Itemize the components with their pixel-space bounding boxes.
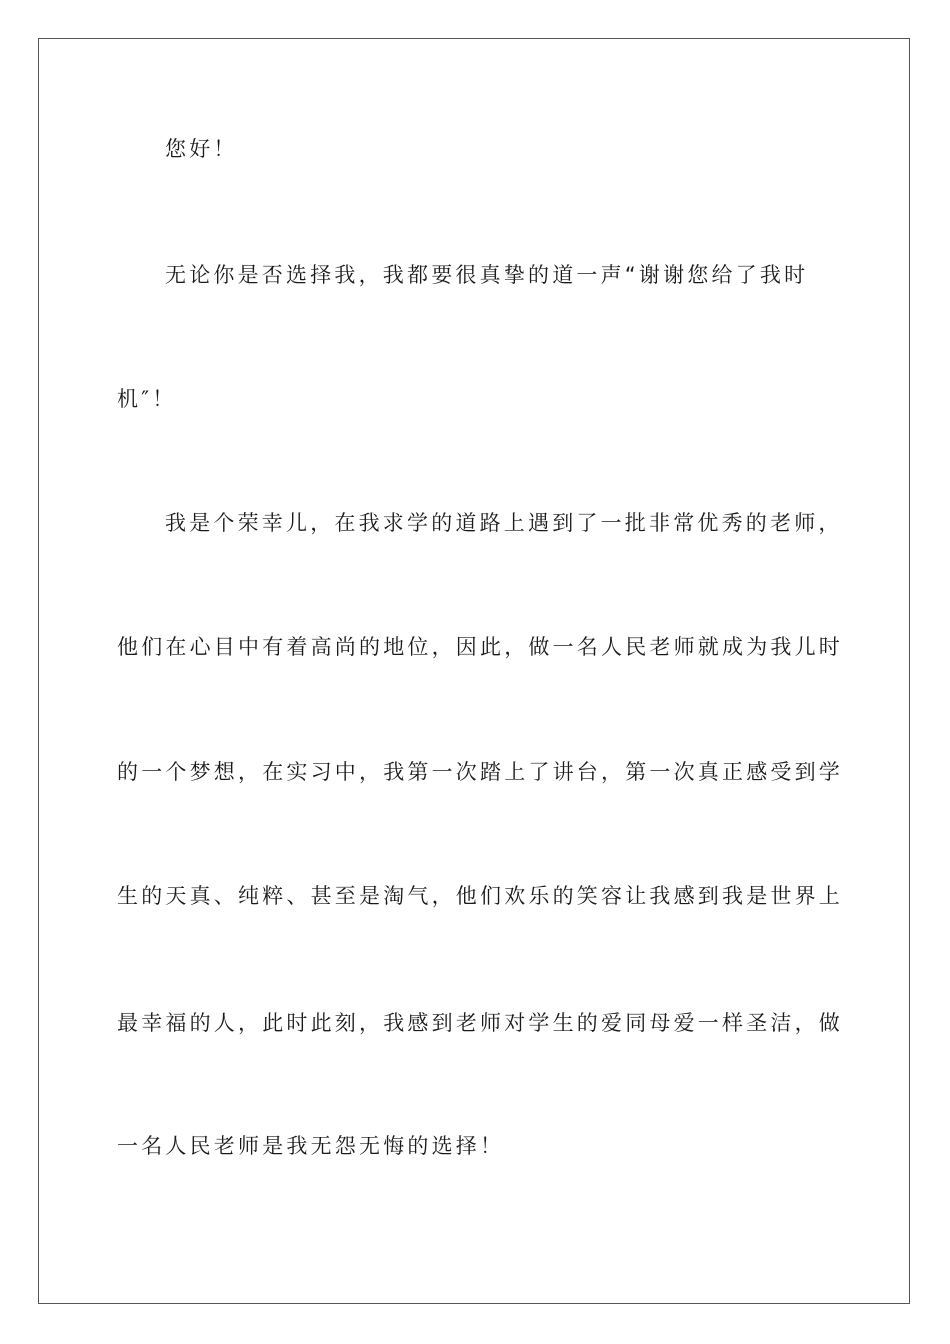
paragraph-2-line-3: 的一个梦想，在实习中，我第一次踏上了讲台，第一次真正感受到学 <box>117 760 843 784</box>
paragraph-2-line-4: 生的天真、纯粹、甚至是淘气，他们欢乐的笑容让我感到我是世界上 <box>117 884 843 908</box>
paragraph-2-line-2: 他们在心目中有着高尚的地位，因此，做一名人民老师就成为我儿时 <box>117 635 843 659</box>
paragraph-1-line-2: 机″！ <box>117 387 177 411</box>
page-border <box>38 38 910 1304</box>
paragraph-2-line-5: 最幸福的人，此时此刻，我感到老师对学生的爱同母爱一样圣洁，做 <box>117 1011 843 1035</box>
greeting-line: 您好！ <box>165 137 238 161</box>
paragraph-2-line-1: 我是个荣幸儿，在我求学的道路上遇到了一批非常优秀的老师， <box>165 511 843 535</box>
paragraph-2-line-6: 一名人民老师是我无怨无悔的选择！ <box>117 1134 505 1158</box>
paragraph-1-line-1: 无论你是否选择我，我都要很真挚的道一声“谢谢您给了我时 <box>165 263 809 287</box>
